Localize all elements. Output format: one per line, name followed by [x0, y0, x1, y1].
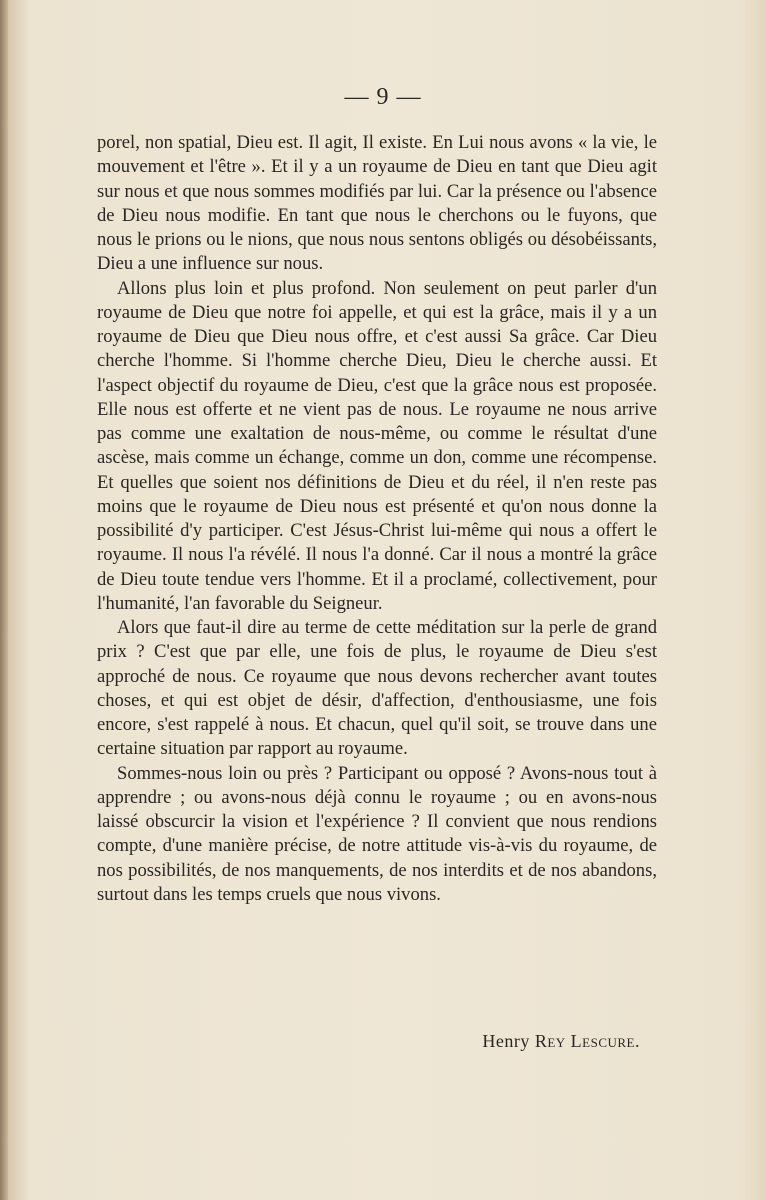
body-text	[97, 131, 657, 907]
paragraph-3: Alors que faut-il dire au terme de cette méditation sur la perle de grand prix ? C'est que par elle, une fois de plus, le royaume de Dieu s'est approché de nous. Ce royaume que nous devons rechercher avant toutes choses, et qui est objet de désir, d'affection, d'enthousiasme, une fois encore, s'est rappelé à nous. Et chacun, quel qu'il soit, se trouve dans une certaine situation par rapport au royaume.	[97, 617, 657, 760]
author-signature	[440, 1031, 640, 1052]
paragraph-2: Allons plus loin et plus profond. Non seulement on peut parler d'un royaume de Dieu que notre foi appelle, et qui est la grâce, mais il y a un royaume de Dieu que Dieu nous offre, et c'est aussi Sa grâce. Car Dieu cherche l'homme. Si l'homme cherche Dieu, Dieu le cherche aussi. Et l'aspect objectif du royaume de Dieu, c'est que la grâce nous est proposée. Elle nous est offerte et ne vient pas de nous. Le royaume ne nous arrive pas comme une exaltation de nous-même, ou comme le résultat d'une ascèse, mais comme un échange, comme un don, comme une récompense. Et quelles que soient nos définitions de Dieu et du réel, il n'en reste pas moins que le royaume de Dieu nous est présenté et qu'on nous donne la possibilité d'y participer. C'est Jésus-Christ lui-même qui nous a offert le royaume. Il nous l'a révélé. Il nous l'a donné. Car il nous a montré la grâce de Dieu toute tendue vers l'homme. Et il a proclamé, collectivement, pour l'humanité, l'an favorable du Seigneur.	[97, 277, 657, 614]
paragraph-4: Sommes-nous loin ou près ? Participant ou opposé ? Avons-nous tout à apprendre ; ou avons-nous déjà connu le royaume ; ou en avons-nous laissé obscurcir la vision et l'expérience ? Il convient que nous rendions compte, d'une manière précise, de notre attitude vis-à-vis du royaume, de nos possibilités, de nos manquements, de nos interdits et de nos abandons, surtout dans les temps cruels que nous vivons.	[97, 762, 657, 905]
page-spine-edge	[0, 0, 8, 1200]
paragraph-1: porel, non spatial, Dieu est. Il agit, Il existe. En Lui nous avons « la vie, le mouvement et l'être ». Et il y a un royaume de Dieu en tant que Dieu agit sur nous et que nous sommes modifiés par lui. Car la présence ou l'absence de Dieu nous modifie. En tant que nous le cherchons ou le fuyons, que nous le prions ou le nions, que nous nous sentons obligés ou désobéissants, Dieu a une influence sur nous.	[97, 132, 657, 275]
author-last-name: Rey Lescure.	[534, 1031, 640, 1051]
author-first-name: Henry	[482, 1031, 530, 1051]
page-number: — 9 —	[344, 84, 422, 110]
